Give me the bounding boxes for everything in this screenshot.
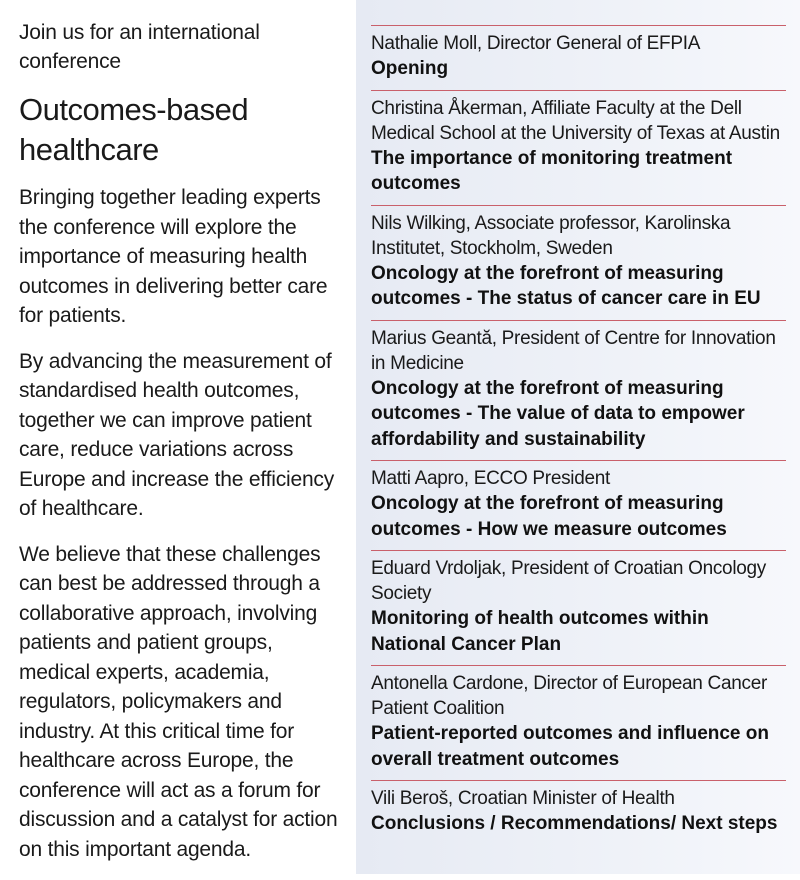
page-title: Outcomes-based healthcare	[19, 92, 249, 167]
session-title: Oncology at the forefront of measuring outcomes - The value of data to empower affordability and sustainability	[371, 377, 745, 450]
session-title: Oncology at the forefront of measuring outcomes - How we measure outcomes	[371, 493, 727, 540]
session-list	[371, 25, 786, 845]
session-speaker: Nils Wilking, Associate professor, Karolinska Institutet, Stockholm, Sweden	[371, 212, 731, 259]
intro-text: Join us for an international conference	[19, 21, 260, 73]
session-title: Oncology at the forefront of measuring outcomes - The status of cancer care in EU	[371, 262, 761, 309]
session-speaker: Eduard Vrdoljak, President of Croatian Oncology Society	[371, 558, 766, 604]
session-title: Opening	[371, 58, 449, 79]
session-item	[371, 665, 786, 780]
session-speaker: Nathalie Moll, Director General of EFPIA	[371, 33, 701, 54]
session-title: The importance of monitoring treatment outcomes	[371, 147, 733, 194]
session-item	[371, 90, 786, 205]
session-speaker: Christina Åkerman, Affiliate Faculty at the Dell Medical School at the University of Texas at Austin	[371, 97, 780, 144]
session-item	[371, 25, 786, 90]
session-speaker: Marius Geantă, President of Centre for Innovation in Medicine	[371, 327, 776, 374]
description	[19, 183, 349, 880]
session-item	[371, 550, 786, 665]
session-speaker: Antonella Cardone, Director of European Cancer Patient Coalition	[371, 673, 767, 719]
programme-panel	[356, 0, 800, 874]
description-paragraph: By advancing the measurement of standardised health outcomes, together we can improve patient care, reduce variations across Europe and increase the efficiency of healthcare.	[19, 349, 335, 520]
session-item	[371, 780, 786, 845]
description-paragraph: Bringing together leading experts the conference will explore the importance of measuring health outcomes in delivering better care for patients.	[19, 186, 328, 327]
intro-panel	[0, 0, 356, 874]
session-title: Monitoring of health outcomes within National Cancer Plan	[371, 608, 709, 655]
session-item	[371, 320, 786, 461]
session-title: Conclusions / Recommendations/ Next steps	[371, 813, 778, 834]
session-speaker: Vili Beroš, Croatian Minister of Health	[371, 788, 675, 809]
description-paragraph: We believe that these challenges can best be addressed through a collaborative approach, involving patients and patient groups, medical experts, academia, regulators, policymakers and industry. At this critical time for healthcare across Europe, the conference will act as a forum for discussion and a catalyst for action on this important agenda.	[19, 542, 338, 861]
session-item	[371, 205, 786, 320]
session-title: Patient-reported outcomes and influence on overall treatment outcomes	[371, 723, 769, 770]
session-item	[371, 460, 786, 550]
session-speaker: Matti Aapro, ECCO President	[371, 468, 611, 489]
